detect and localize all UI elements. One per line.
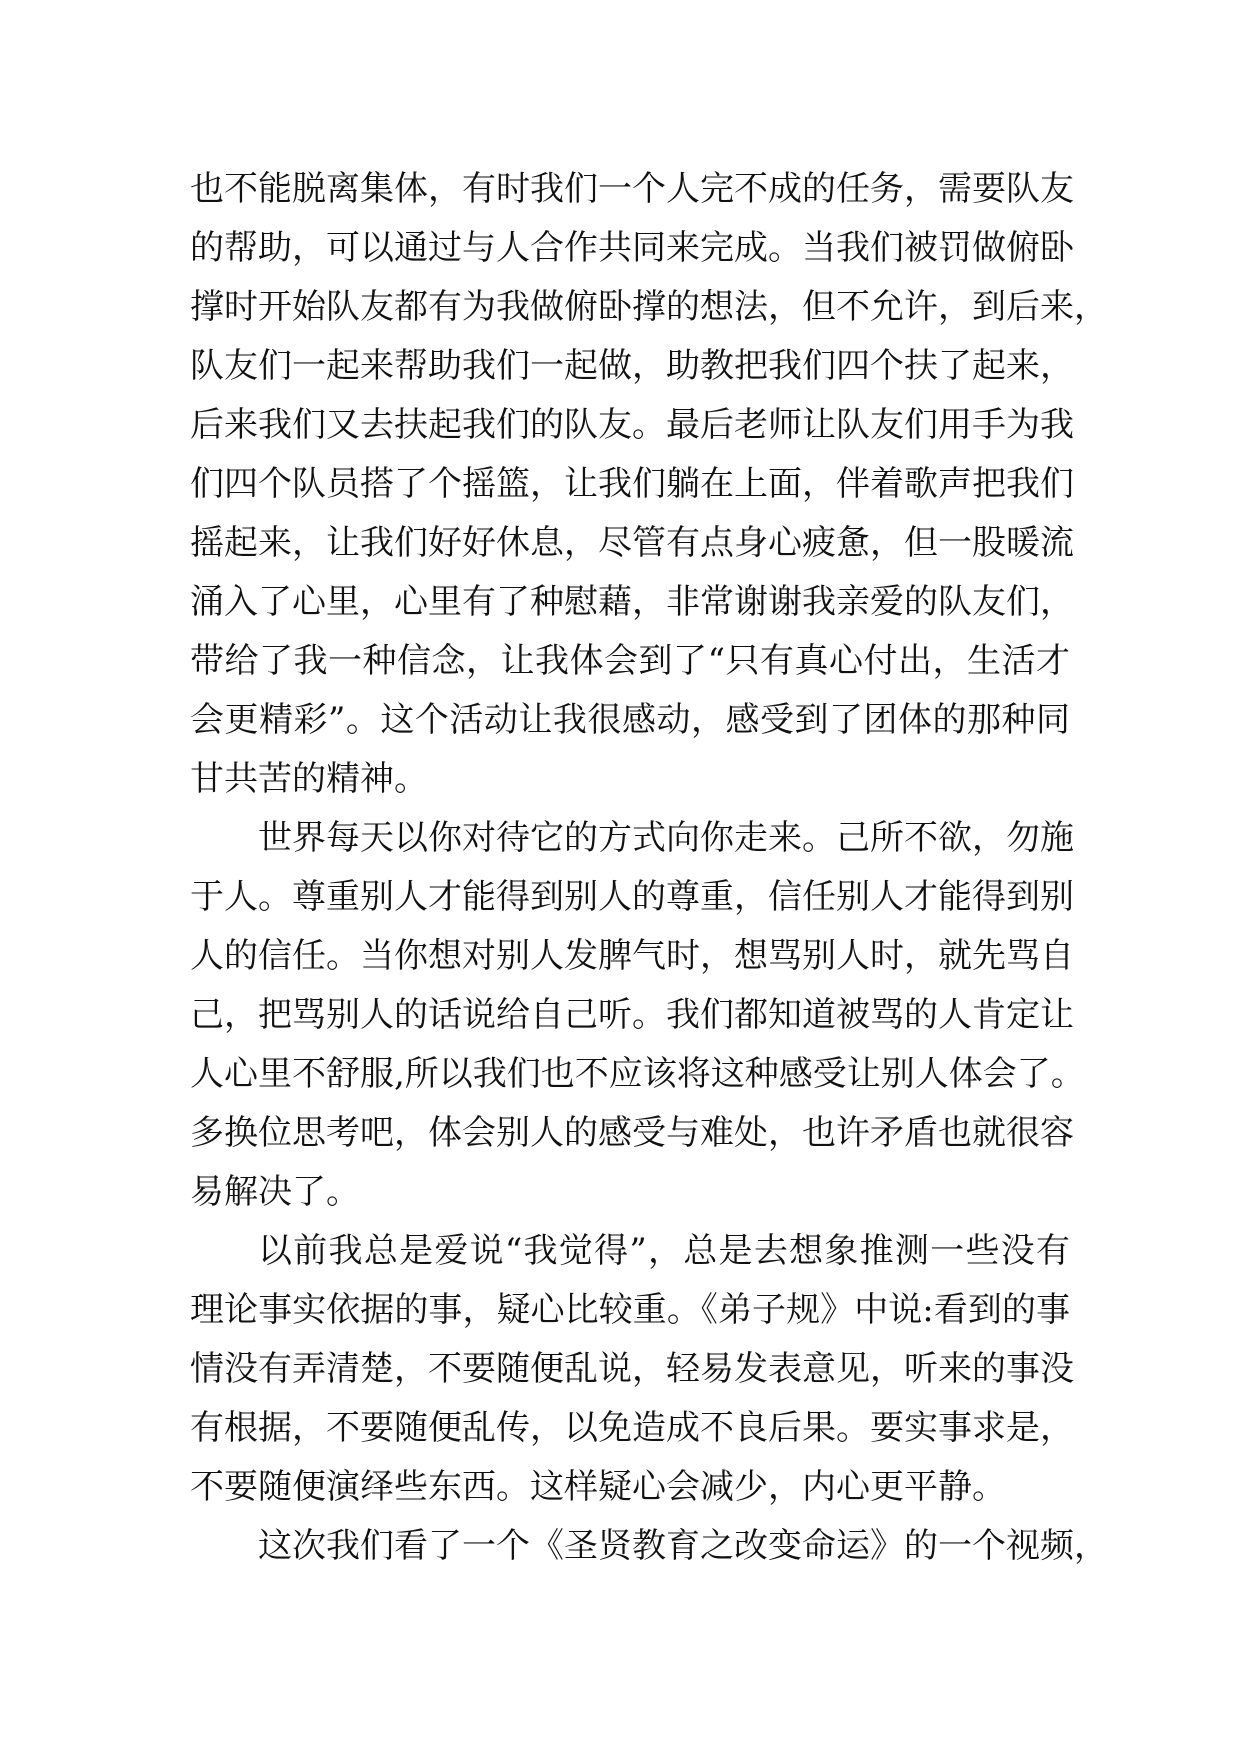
text-line: 人的信任。当你想对别人发脾气时，想骂别人时，就先骂自: [190, 936, 1074, 976]
paragraph-start-line: 世界每天以你对待它的方式向你走来。己所不欲，勿施: [258, 818, 1074, 858]
text-line: 己，把骂别人的话说给自己听。我们都知道被骂的人肯定让: [190, 995, 1074, 1035]
text-line: 带给了我一种信念，让我体会到了“只有真心付出，生活才: [190, 641, 1070, 681]
paragraph-start-line: 这次我们看了一个《圣贤教育之改变命运》的一个视频，: [258, 1526, 1108, 1566]
text-line: 理论事实依据的事，疑心比较重。《弟子规》中说:看到的事: [190, 1290, 1070, 1330]
text-line: 摇起来，让我们好好休息，尽管有点身心疲惫，但一股暖流: [190, 523, 1074, 563]
paragraph-end-line: 不要随便演绎些东西。这样疑心会减少，内心更平静。: [190, 1467, 1006, 1507]
paragraph-end-line: 甘共苦的精神。: [190, 759, 428, 799]
text-line: 队友们一起来帮助我们一起做，助教把我们四个扶了起来，: [190, 346, 1074, 386]
text-line: 涌入了心里，心里有了种慰藉，非常谢谢我亲爱的队友们，: [190, 582, 1074, 622]
text-line: 后来我们又去扶起我们的队友。最后老师让队友们用手为我: [190, 405, 1074, 445]
text-line: 有根据，不要随便乱传，以免造成不良后果。要实事求是，: [190, 1408, 1074, 1448]
text-line: 的帮助，可以通过与人合作共同来完成。当我们被罚做俯卧: [190, 228, 1074, 268]
text-line: 于人。尊重别人才能得到别人的尊重，信任别人才能得到别: [190, 877, 1074, 917]
text-line: 会更精彩”。这个活动让我很感动，感受到了团体的那种同: [190, 700, 1070, 740]
text-line: 多换位思考吧，体会别人的感受与难处，也许矛盾也就很容: [190, 1113, 1074, 1153]
paragraph-end-line: 易解决了。: [190, 1172, 360, 1212]
text-line: 人心里不舒服,所以我们也不应该将这种感受让别人体会了。: [190, 1054, 1085, 1094]
text-line: 也不能脱离集体，有时我们一个人完不成的任务，需要队友: [190, 169, 1074, 209]
document-body: [190, 160, 1108, 1576]
text-line: 撑时开始队友都有为我做俯卧撑的想法，但不允许，到后来，: [190, 287, 1108, 327]
text-line: 情没有弄清楚，不要随便乱说，轻易发表意见，听来的事没: [190, 1349, 1074, 1389]
paragraph-start-line: 以前我总是爱说“我觉得”，总是去想象推测一些没有: [258, 1231, 1070, 1271]
text-line: 们四个队员搭了个摇篮，让我们躺在上面，伴着歌声把我们: [190, 464, 1074, 504]
